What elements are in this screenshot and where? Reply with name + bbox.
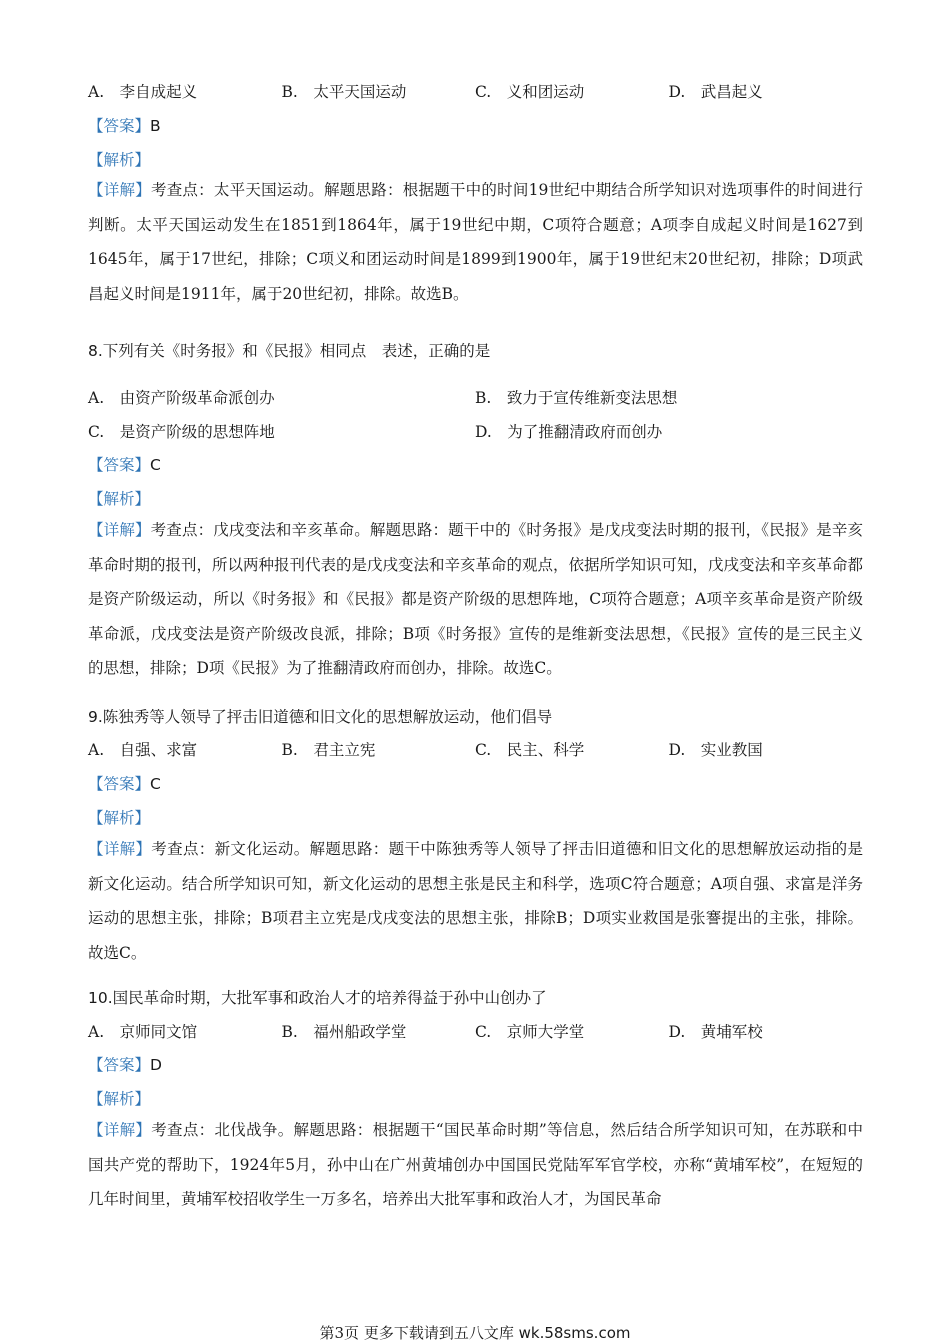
question-number: 8. xyxy=(88,342,103,360)
detail-tag: 【详解】 xyxy=(88,521,151,539)
q8-analysis-heading xyxy=(88,487,862,509)
q10-options xyxy=(88,1020,862,1042)
detail-tag: 【详解】 xyxy=(88,181,151,199)
question-text: 国民革命时期，大批军事和政治人才的培养得益于孙中山创办了 xyxy=(112,989,547,1007)
question-number: 9. xyxy=(88,708,103,726)
detail-text: 考查点：太平天国运动。解题思路：根据题干中的时间19世纪中期结合所学知识对选项事件的时间进行判断。太平天国运动发生在1851到1864年，属于19世纪中期，C项符合题意；A项李自成起义时间是1627到1645年，属于17世纪，排除；C项义和团运动时间是1899到1900年，属于19世纪末20世纪初，排除；D项武昌起义时间是1911年，属于20世纪初，排除。故选B。 xyxy=(88,181,863,303)
footer-page-text: 第3页 更多下载请到五八文库 xyxy=(319,1324,514,1342)
q10-detail xyxy=(88,1113,863,1217)
analysis-tag: 【解析】 xyxy=(88,151,151,169)
q9-option-b: B. 君主立宪 xyxy=(281,741,376,759)
analysis-tag: 【解析】 xyxy=(88,490,151,508)
footer-url[interactable]: wk.58sms.com xyxy=(518,1324,631,1342)
q9-answer xyxy=(88,772,862,794)
q8-question xyxy=(88,339,862,361)
answer-tag: 【答案】 xyxy=(88,1056,151,1074)
detail-text: 考查点：新文化运动。解题思路：题干中陈独秀等人领导了抨击旧道德和旧文化的思想解放运动指的是新文化运动。结合所学知识可知，新文化运动的思想主张是民主和科学，选项C符合题意；A项自强、求富是洋务运动的思想主张，排除；B项君主立宪是戊戌变法的思想主张，排除B；D项实业救国是张謇提出的主张，排除。故选C。 xyxy=(88,840,863,962)
q10-question xyxy=(88,986,862,1008)
answer-value: C xyxy=(150,775,161,793)
q9-options xyxy=(88,738,862,760)
answer-value: B xyxy=(150,117,161,135)
page-footer xyxy=(0,1322,950,1343)
q8-option-b: B. 致力于宣传维新变法思想 xyxy=(475,389,678,407)
q9-detail xyxy=(88,832,863,970)
q10-answer xyxy=(88,1053,862,1075)
q9-option-a: A. 自强、求富 xyxy=(88,741,198,759)
q7-detail xyxy=(88,173,863,311)
q8-options-row2 xyxy=(88,420,862,442)
q9-analysis-heading xyxy=(88,806,862,828)
detail-text: 考查点：戊戌变法和辛亥革命。解题思路：题干中的《时务报》是戊戌变法时期的报刊，《民报》是辛亥革命时期的报刊，所以两种报刊代表的是戊戌变法和辛亥革命的观点，依据所学知识可知，戊戌变法和辛亥革命都是资产阶级运动，所以《时务报》和《民报》都是资产阶级的思想阵地，C项符合题意；A项辛亥革命是资产阶级革命派，戊戌变法是资产阶级改良派，排除；B项《时务报》宣传的是维新变法思想，《民报》宣传的是三民主义的思想，排除；D项《民报》为了推翻清政府而创办，排除。故选C。 xyxy=(88,521,864,677)
q10-analysis-heading xyxy=(88,1087,862,1109)
q10-option-b: B. 福州船政学堂 xyxy=(281,1023,407,1041)
question-text: 陈独秀等人领导了抨击旧道德和旧文化的思想解放运动，他们倡导 xyxy=(102,708,553,726)
q8-option-d: D. 为了推翻清政府而创办 xyxy=(475,423,663,441)
answer-tag: 【答案】 xyxy=(88,456,151,474)
detail-tag: 【详解】 xyxy=(88,1121,152,1139)
analysis-tag: 【解析】 xyxy=(88,1090,151,1108)
q10-option-c: C. 京师大学堂 xyxy=(475,1023,585,1041)
answer-value: C xyxy=(150,456,161,474)
q8-options-row1 xyxy=(88,386,862,408)
q10-option-a: A. 京师同文馆 xyxy=(88,1023,198,1041)
q7-analysis-heading xyxy=(88,148,862,170)
q8-detail xyxy=(88,513,863,686)
question-text: 下列有关《时务报》和《民报》相同点 表述，正确的是 xyxy=(102,342,491,360)
answer-tag: 【答案】 xyxy=(88,775,151,793)
q9-option-c: C. 民主、科学 xyxy=(475,741,585,759)
q8-option-a: A. 由资产阶级革命派创办 xyxy=(88,389,275,407)
q9-question xyxy=(88,705,862,727)
analysis-tag: 【解析】 xyxy=(88,809,151,827)
q7-option-b: B. 太平天国运动 xyxy=(281,83,407,101)
answer-value: D xyxy=(150,1056,162,1074)
q7-answer xyxy=(88,114,862,136)
q7-option-a: A. 李自成起义 xyxy=(88,83,198,101)
q8-option-c: C. 是资产阶级的思想阵地 xyxy=(88,423,275,441)
q9-option-d: D. 实业教国 xyxy=(668,741,763,759)
q7-option-c: C. 义和团运动 xyxy=(475,83,585,101)
q8-answer xyxy=(88,453,862,475)
question-number: 10. xyxy=(88,989,113,1007)
detail-text: 考查点：北伐战争。解题思路：根据题干“国民革命时期”等信息，然后结合所学知识可知，在苏联和中国共产党的帮助下，1924年5月，孙中山在广州黄埔创办中国国民党陆军军官学校，亦称“黄埔军校”，在短短的几年时间里，黄埔军校招收学生一万多名，培养出大批军事和政治人才，为国民革命 xyxy=(88,1121,863,1208)
answer-tag: 【答案】 xyxy=(88,117,151,135)
q10-option-d: D. 黄埔军校 xyxy=(668,1023,763,1041)
q7-option-d: D. 武昌起义 xyxy=(668,83,763,101)
q7-options xyxy=(88,80,862,102)
detail-tag: 【详解】 xyxy=(88,840,152,858)
